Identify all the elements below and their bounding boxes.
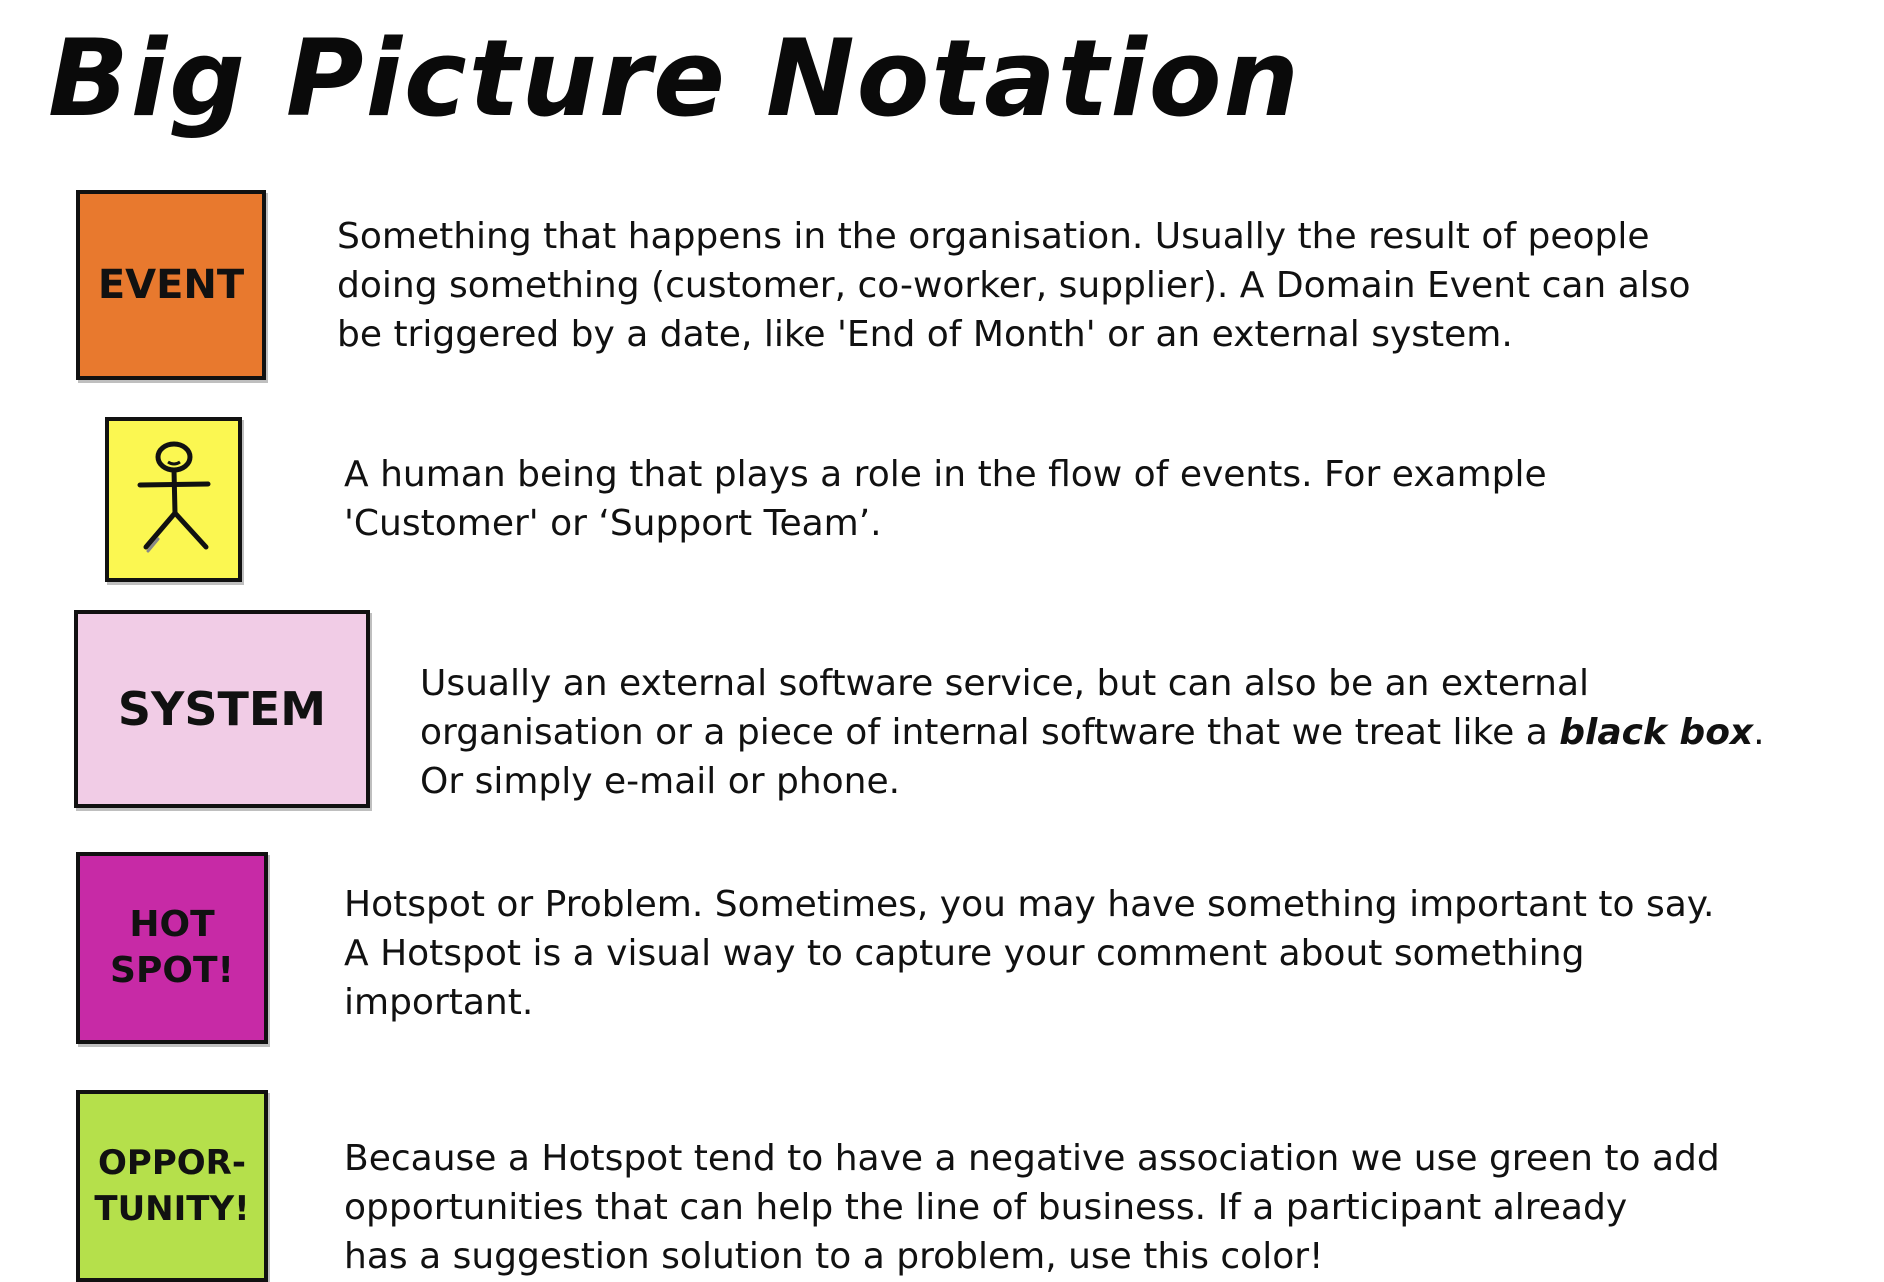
black-box-emphasis: black box	[1559, 712, 1754, 753]
hotspot-sticky	[76, 852, 268, 1044]
system-description-line	[420, 708, 1765, 757]
opportunity-description-line: has a suggestion solution to a problem, use this color!	[344, 1236, 1324, 1277]
system-description-text: organisation or a piece of internal software that we treat like a	[420, 712, 1560, 753]
event-description-line: be triggered by a date, like 'End of Month' or an external system.	[337, 314, 1513, 355]
system-description-line: Usually an external software service, but can also be an external	[420, 663, 1590, 704]
page-title: Big Picture Notation	[48, 17, 1301, 140]
hotspot-sticky-label: HOT SPOT!	[110, 904, 234, 991]
event-description-line: Something that happens in the organisation. Usually the result of people	[337, 216, 1650, 257]
event-description	[337, 212, 1691, 359]
actor-sticky	[105, 417, 242, 582]
opportunity-description	[344, 1134, 1720, 1281]
opportunity-sticky	[76, 1090, 268, 1282]
system-sticky-label: SYSTEM	[117, 682, 327, 736]
system-description-line: Or simply e-mail or phone.	[420, 761, 901, 802]
system-description-suffix: .	[1753, 712, 1765, 753]
opportunity-sticky-label: OPPOR- TUNITY!	[94, 1143, 250, 1229]
event-sticky	[76, 190, 266, 380]
opportunity-description-line: Because a Hotspot tend to have a negative association we use green to add	[344, 1138, 1720, 1179]
stick-figure-icon	[124, 435, 224, 565]
actor-description	[344, 450, 1547, 548]
hotspot-description	[344, 880, 1714, 1027]
hotspot-description-line: Hotspot or Problem. Sometimes, you may have something important to say.	[344, 884, 1715, 925]
system-sticky	[74, 610, 370, 808]
actor-description-line: 'Customer' or ‘Support Team’.	[344, 503, 882, 544]
hotspot-description-line: A Hotspot is a visual way to capture your comment about something	[344, 933, 1585, 974]
actor-description-line: A human being that plays a role in the flow of events. For example	[344, 454, 1547, 495]
hotspot-description-line: important.	[344, 982, 534, 1023]
event-sticky-label: EVENT	[97, 262, 245, 308]
system-description	[420, 659, 1765, 806]
event-description-line: doing something (customer, co-worker, supplier). A Domain Event can also	[337, 265, 1691, 306]
opportunity-description-line: opportunities that can help the line of business. If a participant already	[344, 1187, 1628, 1228]
